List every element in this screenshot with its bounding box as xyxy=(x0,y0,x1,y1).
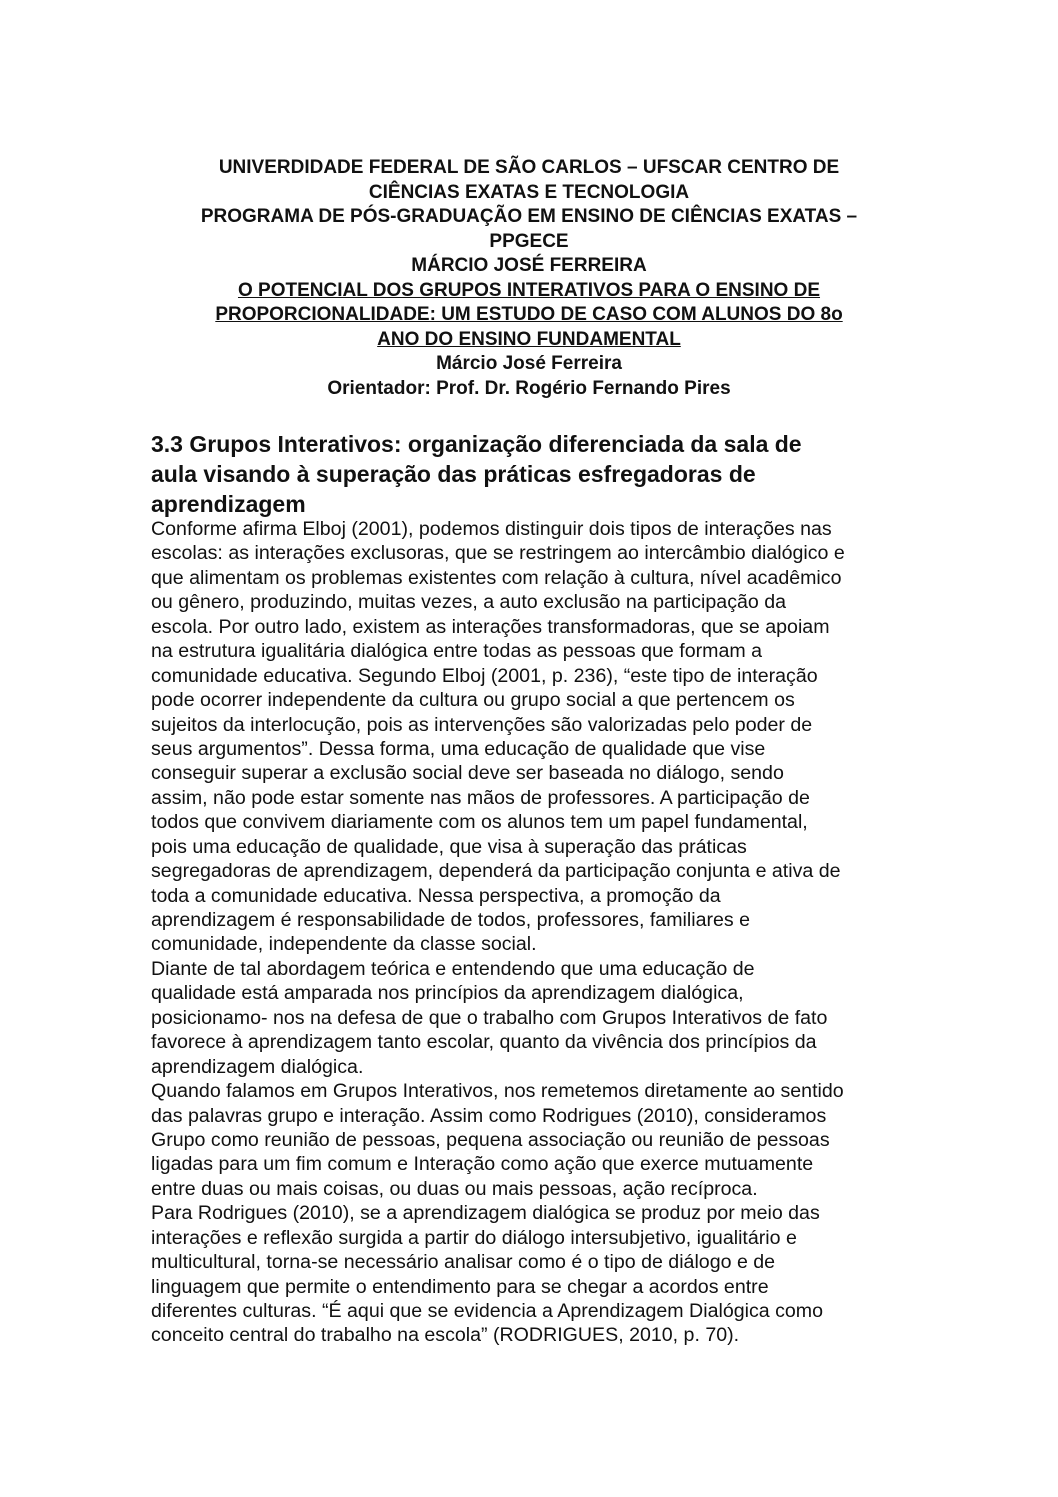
body-text-line: segregadoras de aprendizagem, dependerá da participação conjunta e ativa de xyxy=(151,860,841,883)
body-text-line: comunidade educativa. Segundo Elboj (2001, p. 236), “este tipo de interação xyxy=(151,664,818,687)
body-text-line: seus argumentos”. Dessa forma, uma educação de qualidade que vise xyxy=(151,737,766,760)
section-heading xyxy=(151,429,911,519)
advisor-line: Orientador: Prof. Dr. Rogério Fernando Pires xyxy=(327,377,731,399)
body-text-line: toda a comunidade educativa. Nessa perspectiva, a promoção da xyxy=(151,884,721,907)
document-header xyxy=(140,156,918,401)
body-text xyxy=(151,517,931,1348)
author-name-upper: MÁRCIO JOSÉ FERREIRA xyxy=(411,255,647,276)
thesis-title-line: PROPORCIONALIDADE: UM ESTUDO DE CASO COM ALUNOS DO 8o xyxy=(215,304,843,325)
body-text-line: diferentes culturas. “É aqui que se evidencia a Aprendizagem Dialógica como xyxy=(151,1300,824,1322)
body-text-line: Conforme afirma Elboj (2001), podemos distinguir dois tipos de interações nas xyxy=(151,518,832,540)
body-text-line: conceito central do trabalho na escola” (RODRIGUES, 2010, p. 70). xyxy=(151,1324,740,1347)
body-text-line: assim, não pode estar somente nas mãos de professores. A participação de xyxy=(151,786,810,809)
body-text-line: Diante de tal abordagem teórica e entendendo que uma educação de xyxy=(151,957,755,980)
body-text-line: posicionamo- nos na defesa de que o trabalho com Grupos Interativos de fato xyxy=(151,1006,828,1029)
body-text-line: sujeitos da interlocução, pois as intervenções são valorizadas pelo poder de xyxy=(151,713,813,736)
body-text-line: na estrutura igualitária dialógica entre todas as pessoas que formam a xyxy=(151,640,763,663)
body-text-line: aprendizagem dialógica. xyxy=(151,1055,364,1078)
body-text-line: conseguir superar a exclusão social deve ser baseada no diálogo, sendo xyxy=(151,762,784,785)
body-text-line: das palavras grupo e interação. Assim como Rodrigues (2010), consideramos xyxy=(151,1104,827,1127)
body-text-line: que alimentam os problemas existentes com relação à cultura, nível acadêmico xyxy=(151,566,842,589)
body-text-line: favorece à aprendizagem tanto escolar, quanto da vivência dos princípios da xyxy=(151,1031,817,1054)
thesis-title-line: ANO DO ENSINO FUNDAMENTAL xyxy=(377,328,681,350)
body-text-line: ou gênero, produzindo, muitas vezes, a auto exclusão na participação da xyxy=(151,591,787,614)
thesis-title-line: O POTENCIAL DOS GRUPOS INTERATIVOS PARA O ENSINO DE xyxy=(237,279,821,301)
body-text-line: Quando falamos em Grupos Interativos, nos remetemos diretamente ao sentido xyxy=(151,1080,844,1103)
body-text-line: multicultural, torna-se necessário analisar como é o tipo de diálogo e de xyxy=(151,1251,776,1274)
body-text-line: escolas: as interações exclusoras, que se restringem ao intercâmbio dialógico e xyxy=(151,542,845,565)
institution-line: CIÊNCIAS EXATAS E TECNOLOGIA xyxy=(368,181,690,203)
section-heading-line: aula visando à superação das práticas esfregadoras de xyxy=(151,461,756,487)
body-text-line: interações e reflexão surgida a partir do diálogo intersubjetivo, igualitário e xyxy=(151,1226,797,1249)
institution-line: UNIVERDIDADE FEDERAL DE SÃO CARLOS – UFSCAR CENTRO DE xyxy=(218,157,840,178)
program-line: PPGECE xyxy=(489,230,569,252)
body-text-line: entre duas ou mais coisas, ou duas ou mais pessoas, ação recíproca. xyxy=(151,1177,758,1200)
body-text-line: qualidade está amparada nos princípios da aprendizagem dialógica, xyxy=(151,982,744,1005)
body-text-line: pois uma educação de qualidade, que visa à superação das práticas xyxy=(151,835,747,858)
body-text-line: aprendizagem é responsabilidade de todos, professores, familiares e xyxy=(151,909,751,931)
body-text-line: Para Rodrigues (2010), se a aprendizagem dialógica se produz por meio das xyxy=(151,1202,820,1225)
section-heading-line: 3.3 Grupos Interativos: organização diferenciada da sala de xyxy=(151,431,802,457)
body-text-line: Grupo como reunião de pessoas, pequena associação ou reunião de pessoas xyxy=(151,1128,830,1151)
body-text-line: todos que convivem diariamente com os alunos tem um papel fundamental, xyxy=(151,811,808,834)
body-text-line: ligadas para um fim comum e Interação como ação que exerce mutuamente xyxy=(151,1153,814,1176)
section-heading-line: aprendizagem xyxy=(151,491,306,517)
author-name: Márcio José Ferreira xyxy=(436,353,622,374)
body-text-line: comunidade, independente da classe social. xyxy=(151,933,537,956)
body-text-line: pode ocorrer independente da cultura ou grupo social a que pertencem os xyxy=(151,689,795,712)
program-line: PROGRAMA DE PÓS-GRADUAÇÃO EM ENSINO DE CIÊNCIAS EXATAS – xyxy=(200,206,858,227)
body-text-line: escola. Por outro lado, existem as interações transformadoras, que se apoiam xyxy=(151,615,830,638)
body-text-line: linguagem que permite o entendimento para se chegar a acordos entre xyxy=(151,1275,769,1298)
